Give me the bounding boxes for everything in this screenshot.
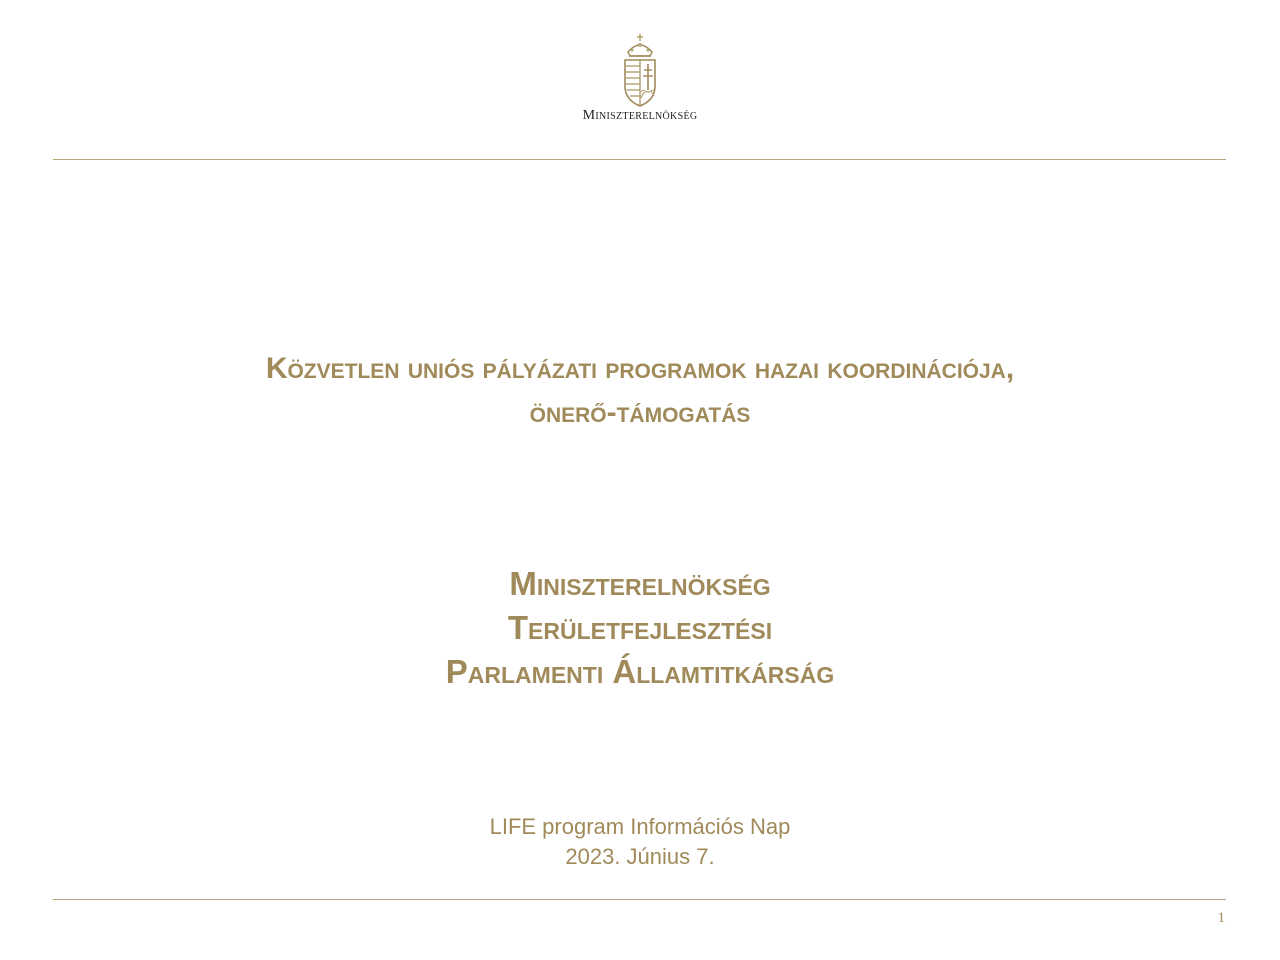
coat-of-arms-icon — [619, 34, 661, 110]
slide-title-line-1: Közvetlen uniós pályázati programok hazai koordinációja, — [265, 352, 1015, 385]
event-info — [0, 812, 1280, 872]
slide-title-line-2: önerő-támogatás — [529, 396, 751, 429]
slide-title — [0, 347, 1280, 435]
office-name-line-1: Miniszterelnökség — [509, 565, 771, 602]
event-name: LIFE program Információs Nap — [489, 814, 791, 839]
office-name-line-3: Parlamenti Államtitkárság — [445, 653, 835, 690]
footer-divider — [53, 899, 1226, 900]
event-date: 2023. Június 7. — [565, 844, 715, 869]
page-number: 1 — [1217, 910, 1225, 926]
org-name-caption: Miniszterelnökség — [582, 108, 698, 123]
office-name — [0, 562, 1280, 694]
header-divider — [53, 159, 1226, 160]
office-name-line-2: Területfejlesztési — [507, 609, 773, 646]
